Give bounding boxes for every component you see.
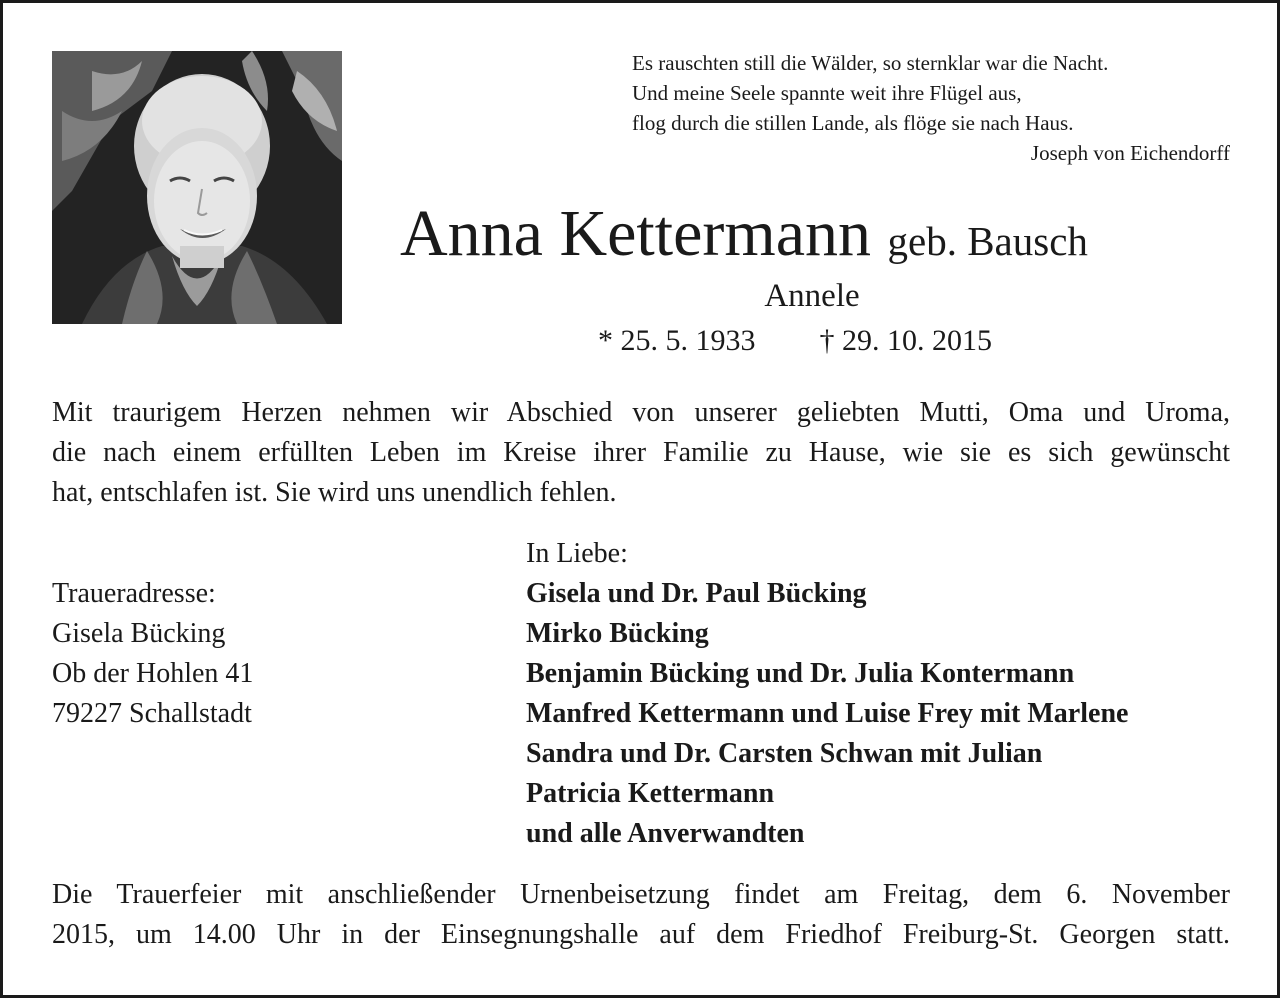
portrait-photo — [52, 51, 342, 324]
life-dates — [598, 324, 992, 358]
nickname: Annele — [764, 278, 860, 314]
poem-line: Es rauschten still die Wälder, so sternklar war die Nacht. — [632, 51, 1109, 75]
address-label: Traueradresse: — [52, 578, 216, 609]
poem-author: Joseph von Eichendorff — [1030, 141, 1230, 165]
birth-date: * 25. 5. 1933 — [598, 324, 756, 357]
family-member: Sandra und Dr. Carsten Schwan mit Julian — [526, 738, 1043, 769]
intro-line: Mit traurigem Herzen nehmen wir Abschied von unserer geliebten Mutti, Oma und Uroma, — [52, 397, 1230, 428]
poem-line: flog durch die stillen Lande, als flöge sie nach Haus. — [632, 111, 1074, 135]
deceased-name-line — [400, 194, 1230, 281]
poem-quote — [632, 48, 1232, 168]
poem-line: Und meine Seele spannte weit ihre Flügel aus, — [632, 81, 1022, 105]
family-member: und alle Anverwandten — [526, 818, 805, 849]
address-street: Ob der Hohlen 41 — [52, 658, 254, 689]
mourning-address — [52, 574, 253, 734]
deceased-name: Anna Kettermann — [400, 197, 871, 270]
death-date: † 29. 10. 2015 — [819, 324, 992, 357]
family-member: Gisela und Dr. Paul Bücking — [526, 578, 867, 609]
family-member: Manfred Kettermann und Luise Frey mit Marlene — [526, 698, 1129, 729]
intro-text — [52, 393, 1230, 513]
intro-line: die nach einem erfüllten Leben im Kreise ihrer Familie zu Hause, wie sie es sich gewünscht — [52, 437, 1230, 468]
deceased-header — [400, 194, 1230, 357]
family-heading: In Liebe: — [526, 538, 628, 569]
family-list — [526, 534, 1128, 854]
funeral-service-info — [52, 875, 1230, 955]
family-member: Benjamin Bücking und Dr. Julia Kontermann — [526, 658, 1075, 689]
address-name: Gisela Bücking — [52, 618, 226, 649]
service-line: Die Trauerfeier mit anschließender Urnenbeisetzung findet am Freitag, dem 6. November — [52, 879, 1230, 910]
service-line: 2015, um 14.00 Uhr in der Einsegnungshalle auf dem Friedhof Freiburg-St. Georgen statt. — [52, 919, 1230, 950]
family-member: Mirko Bücking — [526, 618, 709, 649]
address-city: 79227 Schallstadt — [52, 698, 252, 729]
birth-name: geb. Bausch — [887, 218, 1088, 264]
family-member: Patricia Kettermann — [526, 778, 775, 809]
intro-line: hat, entschlafen ist. Sie wird uns unendlich fehlen. — [52, 477, 617, 508]
